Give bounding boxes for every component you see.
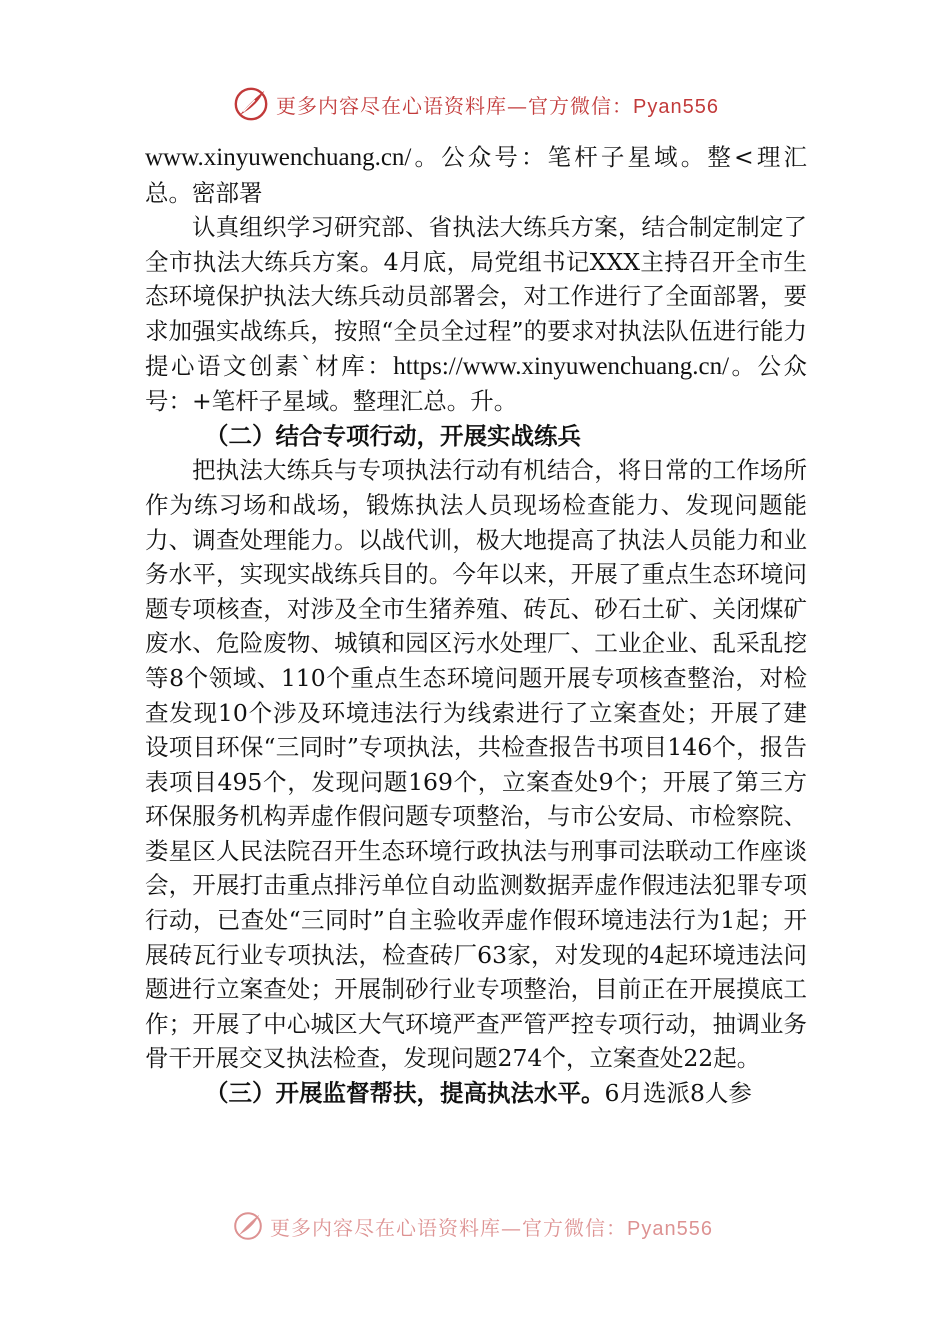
watermark-footer [232,1208,713,1244]
section-heading: （三）开展监督帮扶，提高执法水平。6月选派8人参 [205,1079,752,1108]
paragraph: www.xinyuwenchuang.cn/。公众号：笔杆子星域。整<理汇总。密部署 [145,143,807,207]
watermark-text: 更多内容尽在心语资料库—官方微信：Pyan556 [270,1215,713,1240]
quill-logo-icon [232,85,270,123]
quill-logo-icon [232,1210,264,1242]
document-body [145,140,807,1111]
url-text: www.xinyuwenchuang.cn/ [145,144,412,171]
watermark-header [232,84,719,124]
section-heading: （二）结合专项行动，开展实战练兵 [205,421,581,450]
paragraph: 认真组织学习研究部、省执法大练兵方案，结合制定制定了全市执法大练兵方案。4月底，局党组书记XXX主持召开全市生态环境保护执法大练兵动员部署会，对工作进行了全面部署，要求加强实战练兵，按照“全员全过程”的要求对执法队伍进行能力提心语文创素`材库：https://www.xinyuwenchuang.cn/。公众号：+笔杆子星域。整理汇总。升。 [145,213,808,416]
url-text: https://www.xinyuwenchuang.cn/ [393,352,730,380]
watermark-text: 更多内容尽在心语资料库—官方微信：Pyan556 [276,93,719,118]
paragraph: 把执法大练兵与专项执法行动有机结合，将日常的工作场所作为练习场和战场，锻炼执法人员现场检查能力、发现问题能力、调查处理能力。以战代训，极大地提高了执法人员能力和业务水平，实现实战练兵目的。今年以来，开展了重点生态环境问题专项核查，对涉及全市生猪养殖、砖瓦、砂石土矿、关闭煤矿废水、危险废物、城镇和园区污水处理厂、工业企业、乱采乱挖等8个领域、110个重点生态环境问题开展专项核查整治，对检查发现10个涉及环境违法行为线索进行了立案查处；开展了建设项目环保“三同时”专项执法，共检查报告书项目146个，报告表项目495个，发现问题169个，立案查处9个；开展了第三方环保服务机构弄虚作假问题专项整治，与市公安局、市检察院、娄星区人民法院召开生态环境行政执法与刑事司法联动工作座谈会，开展打击重点排污单位自动监测数据弄虚作假违法犯罪专项行动，已查处“三同时”自主验收弄虚作假环境违法行为1起；开展砖瓦行业专项执法，检查砖厂63家，对发现的4起环境违法问题进行立案查处；开展制砂行业专项整治，目前正在开展摸底工作；开展了中心城区大气环境严查严管严控专项行动，抽调业务骨干开展交叉执法检查，发现问题274个，立案查处22起。 [145,456,807,1073]
